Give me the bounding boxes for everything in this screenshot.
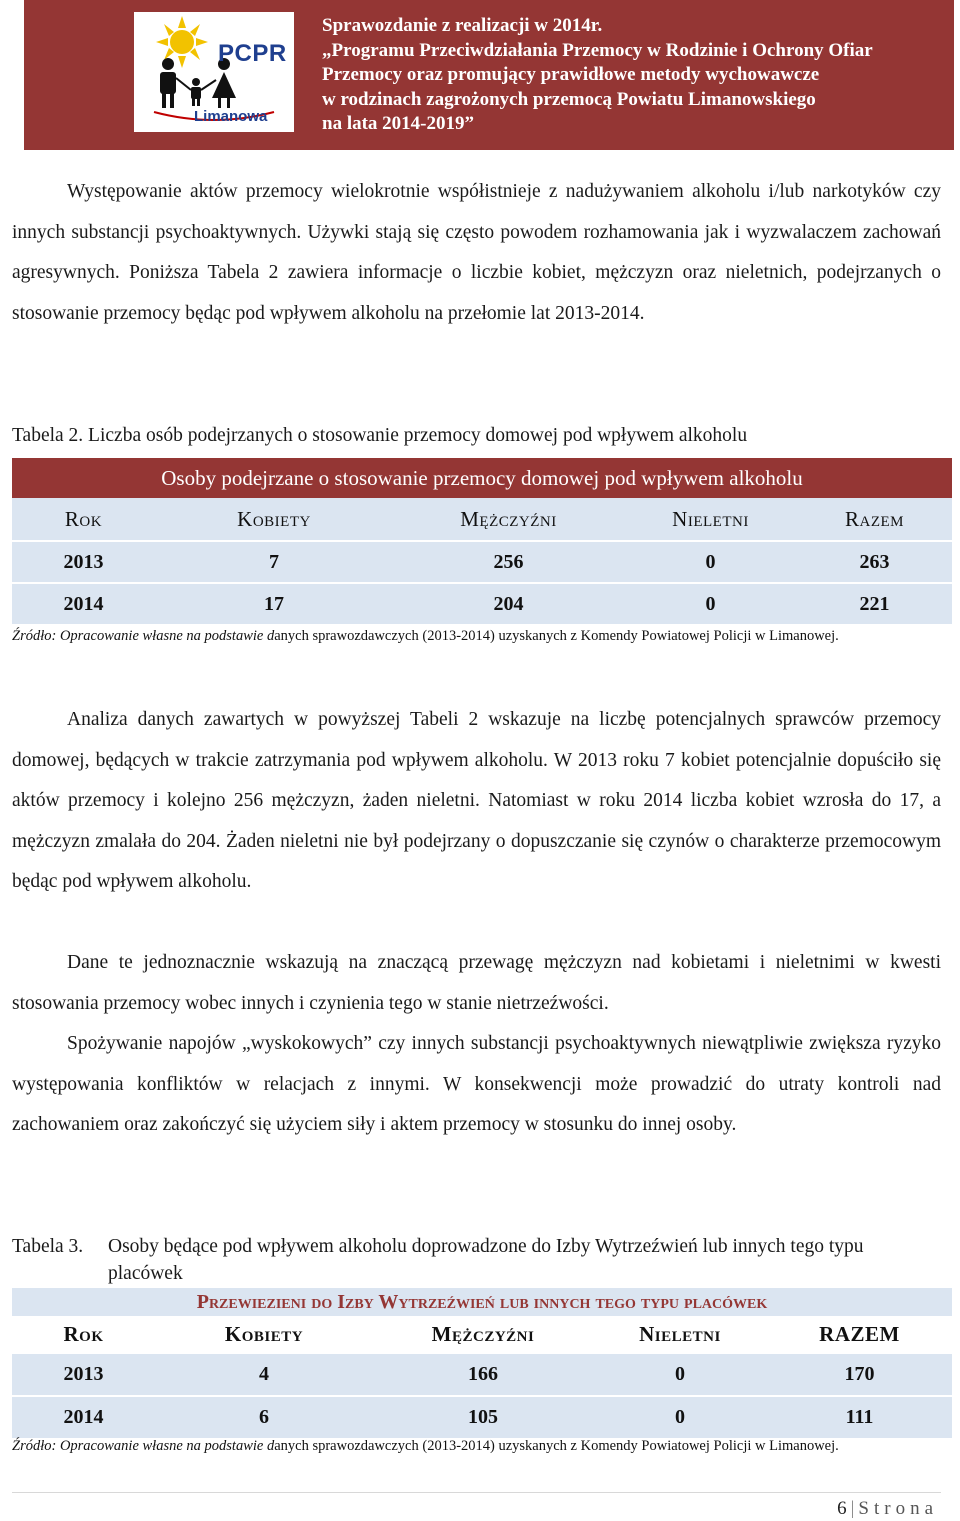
table-cell: 7 xyxy=(155,541,393,583)
table-cell: 2013 xyxy=(12,541,155,583)
table-cell: 2014 xyxy=(12,583,155,624)
table3-caption-text: Osoby będące pod wpływem alkoholu doprowadzone do Izby Wytrzeźwień lub innych tego typu placówek xyxy=(108,1236,864,1284)
table-cell: 221 xyxy=(797,583,952,624)
table-cell: 166 xyxy=(373,1353,593,1396)
table2-header-row xyxy=(12,498,952,541)
table-cell: 0 xyxy=(624,583,797,624)
title-line: „Programu Przeciwdziałania Przemocy w Rodzinie i Ochrony Ofiar xyxy=(322,39,873,61)
table2-title: Osoby podejrzane o stosowanie przemocy domowej pod wpływem alkoholu xyxy=(12,458,952,498)
column-header: Kobiety xyxy=(155,498,393,541)
title-line: Sprawozdanie z realizacji w 2014r. xyxy=(322,15,603,36)
table-cell: 111 xyxy=(767,1396,952,1438)
table2 xyxy=(12,458,952,624)
table-cell: 6 xyxy=(155,1396,373,1438)
table-cell: 0 xyxy=(593,1353,767,1396)
paragraph-intro: Występowanie aktów przemocy wielokrotnie współistnieje z nadużywaniem alkoholu i/lub narkotyków czy innych substancji psychoaktywnych. Używki stają się często powodem rozhamowania jak i wyzwalaczem zachowań agresywnych. Poniższa Tabela 2 zawiera informacje o liczbie kobiet, mężczyzn oraz nieletnich, podejrzanych o stosowanie przemocy będąc pod wpływem alkoholu na przełomie lat 2013-2014. xyxy=(12,181,941,324)
table3-title-row xyxy=(12,1288,952,1316)
pcpr-logo xyxy=(134,12,294,132)
table-cell: 170 xyxy=(767,1353,952,1396)
table3-caption-number: Tabela 3. xyxy=(12,1236,84,1257)
page-number: 6 xyxy=(837,1498,847,1519)
table-row xyxy=(12,583,952,624)
table-cell: 2014 xyxy=(12,1396,155,1438)
column-header: Nieletni xyxy=(624,498,797,541)
table2-title-row xyxy=(12,458,952,498)
column-header: RAZEM xyxy=(767,1316,952,1353)
table-cell: 105 xyxy=(373,1396,593,1438)
table-row xyxy=(12,541,952,583)
paragraph-conclusion: Dane te jednoznacznie wskazują na znaczącą przewagę mężczyzn nad kobietami i nieletnimi w kwesti stosowania przemocy wobec innych i czynienia tego w stanie nietrzeźwości. xyxy=(12,952,941,1014)
table3-title: Przewiezieni do Izby Wytrzeźwień lub innych tego typu placówek xyxy=(12,1288,952,1316)
page-word: Strona xyxy=(858,1498,938,1519)
paragraph-substances: Spożywanie napojów „wyskokowych” czy innych substancji psychoaktywnych niewątpliwie zwiększa ryzyko występowania konfliktów w relacjach z innymi. W konsekwencji może prowadzić do utraty kontroli nad zachowaniem oraz zakończyć się użyciem siły i aktem przemocy w stosunku do innej osoby. xyxy=(12,1033,941,1135)
column-header: Rok xyxy=(12,1316,155,1353)
table2-caption: Tabela 2. Liczba osób podejrzanych o stosowanie przemocy domowej pod wpływem alkoholu xyxy=(12,425,748,446)
table-cell: 256 xyxy=(393,541,624,583)
logo-city: Limanowa xyxy=(194,108,268,125)
paragraph-analysis: Analiza danych zawartych w powyższej Tabeli 2 wskazuje na liczbę potencjalnych sprawców przemocy domowej, będących w trakcie zatrzymania pod wpływem alkoholu. W 2013 roku 7 kobiet potencjalnie dopuściło się aktów przemocy i kolejno 256 mężczyzn, żaden nieletni. Natomiast w roku 2014 liczba kobiet wzrosła do 17, a mężczyzn zmalała do 204. Żaden nieletni nie był podejrzany o dopuszczanie się czynów o charakterze przemocowym będąc pod wpływem alkoholu. xyxy=(12,709,941,892)
column-header: Rok xyxy=(12,498,155,541)
table3-header-row xyxy=(12,1316,952,1353)
table3 xyxy=(12,1288,952,1438)
page-footer xyxy=(837,1498,938,1520)
table-row xyxy=(12,1353,952,1396)
page-header xyxy=(24,0,954,150)
report-title xyxy=(322,14,960,137)
column-header: Razem xyxy=(797,498,952,541)
table-cell: 263 xyxy=(797,541,952,583)
column-header: Mężczyźni xyxy=(393,498,624,541)
title-line: w rodzinach zagrożonych przemocą Powiatu Limanowskiego xyxy=(322,88,816,110)
table-cell: 2013 xyxy=(12,1353,155,1396)
title-line: na lata 2014-2019” xyxy=(322,113,474,134)
footer-separator: | xyxy=(850,1498,855,1519)
column-header: Nieletni xyxy=(593,1316,767,1353)
table-cell: 4 xyxy=(155,1353,373,1396)
table2-source: Źródło: Opracowanie własne na podstawie danych sprawozdawczych (2013-2014) uzyskanych z Komendy Powiatowej Policji w Limanowej. xyxy=(12,628,839,644)
column-header: Mężczyźni xyxy=(373,1316,593,1353)
table-cell: 0 xyxy=(624,541,797,583)
title-line: Przemocy oraz promujący prawidłowe metody wychowawcze xyxy=(322,64,820,85)
table3-source: Źródło: Opracowanie własne na podstawie danych sprawozdawczych (2013-2014) uzyskanych z Komendy Powiatowej Policji w Limanowej. xyxy=(12,1438,839,1454)
table-cell: 0 xyxy=(593,1396,767,1438)
column-header: Kobiety xyxy=(155,1316,373,1353)
table-cell: 204 xyxy=(393,583,624,624)
table-cell: 17 xyxy=(155,583,393,624)
logo-text: PCPR xyxy=(218,40,287,67)
table-row xyxy=(12,1396,952,1438)
footer-divider xyxy=(12,1492,941,1493)
